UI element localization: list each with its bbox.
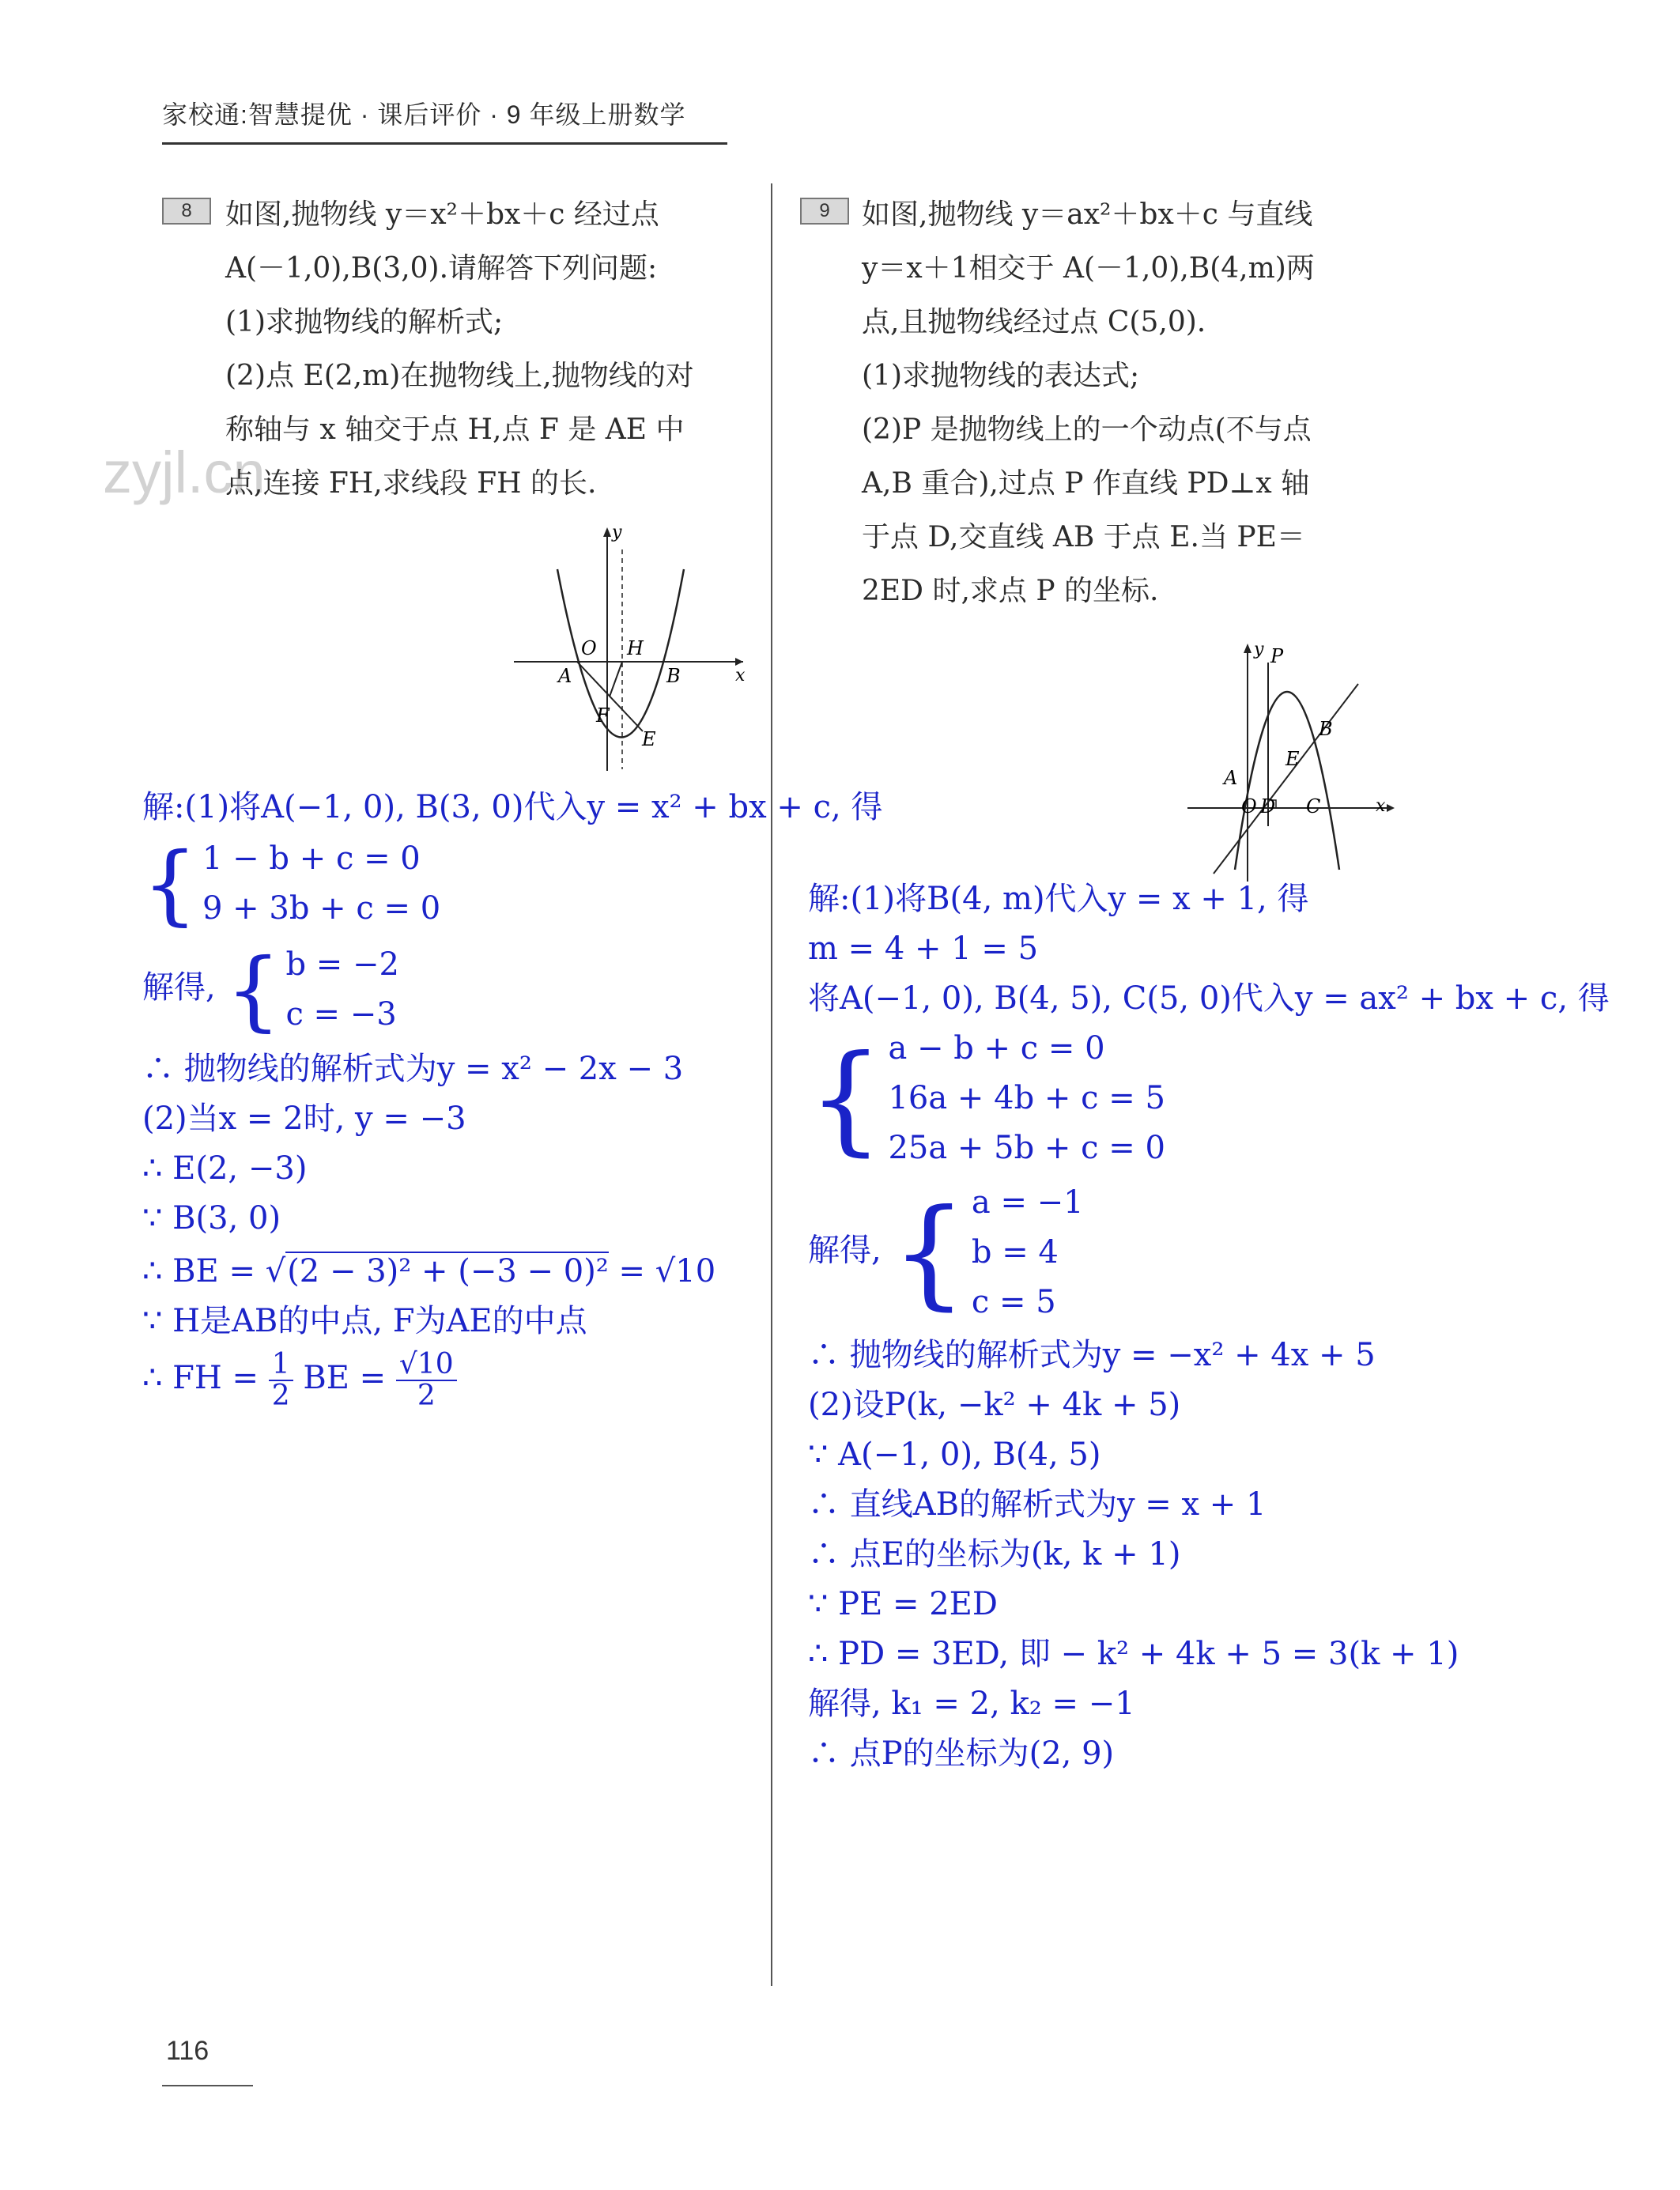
y-axis-arrow xyxy=(603,527,611,537)
q8-parabola-figure xyxy=(506,518,751,779)
numerator: 1 xyxy=(269,1350,293,1381)
q8-line: A(－1,0),B(3,0).请解答下列问题: xyxy=(225,252,658,285)
sol9-line: 将A(−1, 0), B(4, 5), C(5, 0)代入y = ax² + bx + c, 得 xyxy=(808,980,1610,1017)
label-x: x xyxy=(1376,796,1386,816)
label-o: O xyxy=(581,637,597,659)
label-y: y xyxy=(1254,640,1264,659)
question-number: 8 xyxy=(162,198,211,225)
denominator: 2 xyxy=(271,1379,290,1412)
left-brace: { xyxy=(142,833,198,935)
label-h: H xyxy=(627,637,644,659)
q9-line: 2ED 时,求点 P 的坐标. xyxy=(862,575,1159,607)
left-brace: { xyxy=(225,939,281,1040)
x-axis-arrow xyxy=(735,658,743,666)
sol9-line: ∴ 点P的坐标为(2, 9) xyxy=(808,1735,1115,1772)
q9-line: (1)求抛物线的表达式; xyxy=(862,360,1140,392)
denominator: 2 xyxy=(417,1379,436,1412)
q8-line: 点,连接 FH,求线段 FH 的长. xyxy=(225,467,597,500)
equation: a = −1 xyxy=(971,1184,1084,1221)
fraction-result xyxy=(396,1350,457,1411)
page-number-rule xyxy=(162,2085,253,2086)
sol9-system-1 xyxy=(808,1024,1674,1173)
sol8-line: ∵ H是AB的中点, F为AE的中点 xyxy=(142,1303,587,1339)
q9-parabola-figure xyxy=(1178,632,1407,885)
equation: 1 − b + c = 0 xyxy=(202,840,421,877)
question-8-text xyxy=(225,188,763,511)
q9-line: 点,且抛物线经过点 C(5,0). xyxy=(862,306,1206,338)
label-p: P xyxy=(1270,645,1284,667)
sol9-line: m = 4 + 1 = 5 xyxy=(808,931,1039,967)
equation: 25a + 5b + c = 0 xyxy=(888,1130,1165,1166)
page-header: 家校通:智慧提优 · 课后评价 · 9 年级上册数学 xyxy=(162,100,686,129)
q8-line: 称轴与 x 轴交于点 H,点 F 是 AE 中 xyxy=(225,413,685,446)
label-d: D xyxy=(1260,795,1276,817)
solve-prefix: 解得, xyxy=(808,1232,882,1269)
sol9-line: ∵ A(−1, 0), B(4, 5) xyxy=(808,1437,1101,1473)
solution-8 xyxy=(142,783,883,1412)
sol8-system-2 xyxy=(142,940,759,1040)
equation: b = −2 xyxy=(285,946,399,983)
watermark: zyjl.cn xyxy=(103,440,266,505)
q9-line: 于点 D,交直线 AB 于点 E.当 PE＝ xyxy=(862,521,1305,553)
q8-line: (1)求抛物线的解析式; xyxy=(225,306,504,338)
radicand: (2 − 3)² + (−3 − 0)² xyxy=(287,1253,609,1289)
q9-line: 如图,抛物线 y＝ax²＋bx＋c 与直线 xyxy=(862,198,1313,231)
sol8-line: (2)当x = 2时, y = −3 xyxy=(142,1101,466,1137)
solution-9 xyxy=(808,874,1674,1779)
left-brace: { xyxy=(808,1029,884,1168)
equation: c = 5 xyxy=(971,1284,1056,1320)
parabola-curve xyxy=(557,569,684,738)
label-b: B xyxy=(666,665,681,687)
sol9-line: ∴ 抛物线的解析式为y = −x² + 4x + 5 xyxy=(808,1337,1376,1373)
fh-prefix: ∴ FH = xyxy=(142,1359,259,1396)
label-o: O xyxy=(1241,795,1257,817)
equation: c = −3 xyxy=(285,996,397,1033)
solve-prefix: 解得, xyxy=(142,969,216,1006)
sol8-line: ∴ E(2, −3) xyxy=(142,1150,308,1187)
sol9-line: 解:(1)将B(4, m)代入y = x + 1, 得 xyxy=(808,881,1309,917)
label-x: x xyxy=(735,666,746,685)
y-axis-arrow xyxy=(1244,644,1252,653)
question-9-text xyxy=(862,188,1415,618)
label-b: B xyxy=(1319,718,1333,740)
question-8-badge xyxy=(162,198,211,225)
label-e: E xyxy=(1285,748,1300,770)
header-rule xyxy=(162,142,727,145)
sol9-line: 解得, k₁ = 2, k₂ = −1 xyxy=(808,1686,1135,1722)
segment-fh xyxy=(610,662,622,697)
sol9-line: ∴ PD = 3ED, 即 − k² + 4k + 5 = 3(k + 1) xyxy=(808,1636,1459,1672)
fh-mid: BE = xyxy=(303,1359,387,1396)
sol9-line: ∴ 点E的坐标为(k, k + 1) xyxy=(808,1536,1181,1573)
sol8-line-be xyxy=(142,1247,759,1297)
equation: b = 4 xyxy=(971,1234,1059,1271)
label-a: A xyxy=(1224,767,1238,789)
sol9-system-2 xyxy=(808,1178,1674,1327)
q8-line: 如图,抛物线 y＝x²＋bx＋c 经过点 xyxy=(225,198,659,231)
q9-line: (2)P 是抛物线上的一个动点(不与点 xyxy=(862,413,1312,446)
be-prefix: ∴ BE = √ xyxy=(142,1253,286,1289)
sol8-line: 解:(1)将A(−1, 0), B(3, 0)代入y = x² + bx + c, 得 xyxy=(142,789,883,825)
sol9-line: (2)设P(k, −k² + 4k + 5) xyxy=(808,1387,1181,1423)
q9-line: y＝x＋1相交于 A(－1,0),B(4,m)两 xyxy=(862,252,1315,285)
label-f: F xyxy=(596,704,610,727)
sol8-line: ∵ B(3, 0) xyxy=(142,1200,281,1237)
sol8-line-fh xyxy=(142,1350,759,1411)
sol9-line: ∵ PE = 2ED xyxy=(808,1586,998,1622)
equation: a − b + c = 0 xyxy=(888,1030,1105,1067)
sol8-system-1 xyxy=(142,834,759,934)
be-result: = √10 xyxy=(608,1253,716,1289)
question-9-badge xyxy=(800,198,849,225)
x-axis-arrow xyxy=(1387,804,1395,812)
label-a: A xyxy=(558,665,572,687)
question-number: 9 xyxy=(800,198,849,225)
equation: 9 + 3b + c = 0 xyxy=(202,890,441,927)
label-c: C xyxy=(1306,795,1321,817)
equation: 16a + 4b + c = 5 xyxy=(888,1080,1165,1116)
q9-line: A,B 重合),过点 P 作直线 PD⊥x 轴 xyxy=(862,467,1310,500)
label-y: y xyxy=(612,523,622,542)
fraction-half xyxy=(269,1350,293,1411)
label-e: E xyxy=(642,728,656,750)
column-divider xyxy=(771,183,772,1986)
numerator: √10 xyxy=(396,1350,457,1381)
q8-line: (2)点 E(2,m)在抛物线上,抛物线的对 xyxy=(225,360,694,392)
sol8-line: ∴ 抛物线的解析式为y = x² − 2x − 3 xyxy=(142,1051,684,1087)
page-number: 116 xyxy=(166,2036,210,2066)
left-brace: { xyxy=(891,1184,967,1322)
sol9-line: ∴ 直线AB的解析式为y = x + 1 xyxy=(808,1486,1267,1523)
